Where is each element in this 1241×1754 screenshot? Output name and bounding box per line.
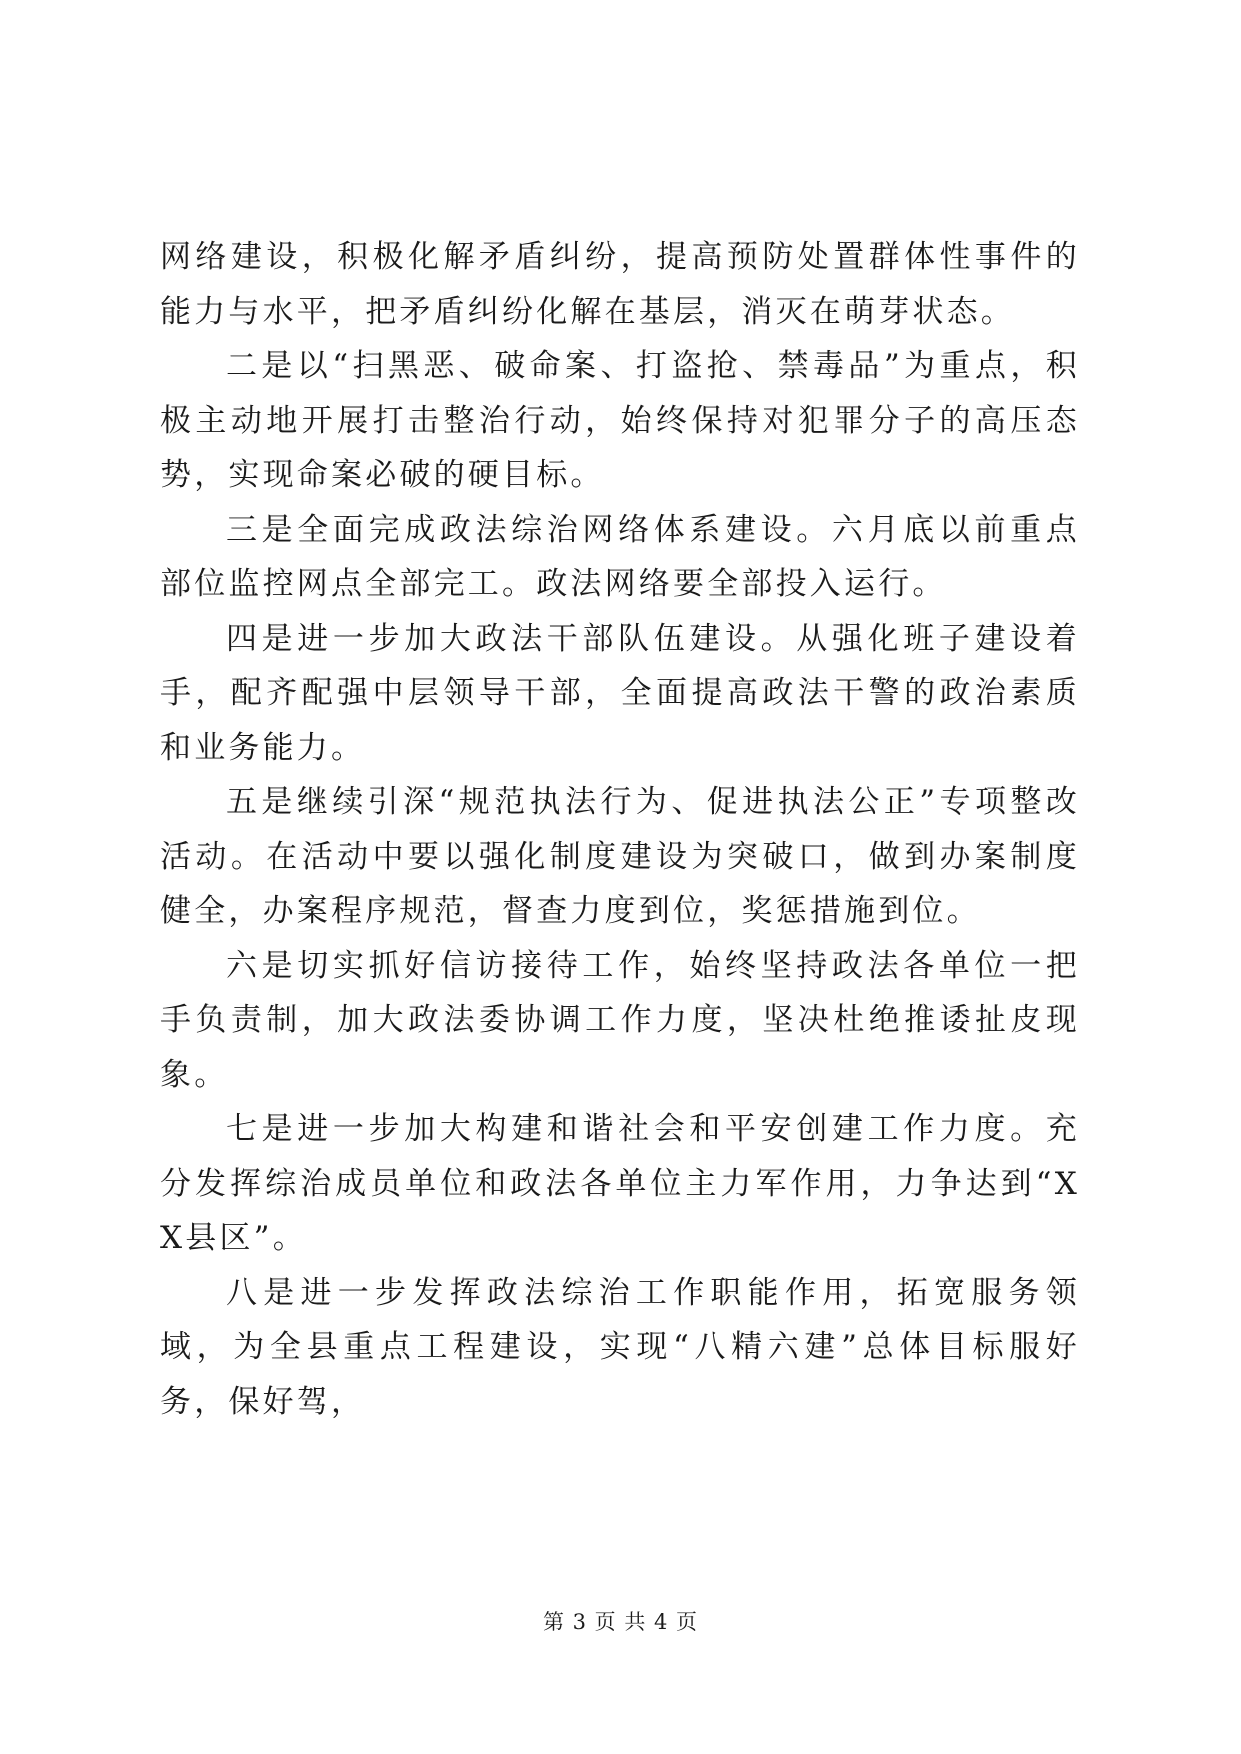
paragraph-continuation: 网络建设，积极化解矛盾纠纷，提高预防处置群体性事件的能力与水平，把矛盾纠纷化解在基层，消灭在萌芽状态。 xyxy=(160,239,1080,330)
document-body xyxy=(160,230,1080,1429)
page-number-footer: 第 3 页 共 4 页 xyxy=(542,1610,699,1634)
paragraph-item-8: 八是进一步发挥政法综治工作职能作用，拓宽服务领域，为全县重点工程建设，实现“八精六建”总体目标服好务，保好驾， xyxy=(160,1274,1080,1420)
paragraph-item-7: 七是进一步加大构建和谐社会和平安创建工作力度。充分发挥综治成员单位和政法各单位主力军作用，力争达到“XX县区”。 xyxy=(160,1111,1080,1256)
paragraph-item-4: 四是进一步加大政法干部队伍建设。从强化班子建设着手，配齐配强中层领导干部，全面提高政法干警的政治素质和业务能力。 xyxy=(160,620,1080,766)
paragraph-item-6: 六是切实抓好信访接待工作，始终坚持政法各单位一把手负责制，加大政法委协调工作力度，坚决杜绝推诿扯皮现象。 xyxy=(160,947,1080,1093)
paragraph-item-3: 三是全面完成政法综治网络体系建设。六月底以前重点部位监控网点全部完工。政法网络要全部投入运行。 xyxy=(160,511,1080,602)
paragraph-item-2: 二是以“扫黑恶、破命案、打盗抢、禁毒品”为重点，积极主动地开展打击整治行动，始终保持对犯罪分子的高压态势，实现命案必破的硬目标。 xyxy=(160,348,1080,493)
paragraph-item-5: 五是继续引深“规范执法行为、促进执法公正”专项整改活动。在活动中要以强化制度建设为突破口，做到办案制度健全，办案程序规范，督查力度到位，奖惩措施到位。 xyxy=(160,784,1080,929)
